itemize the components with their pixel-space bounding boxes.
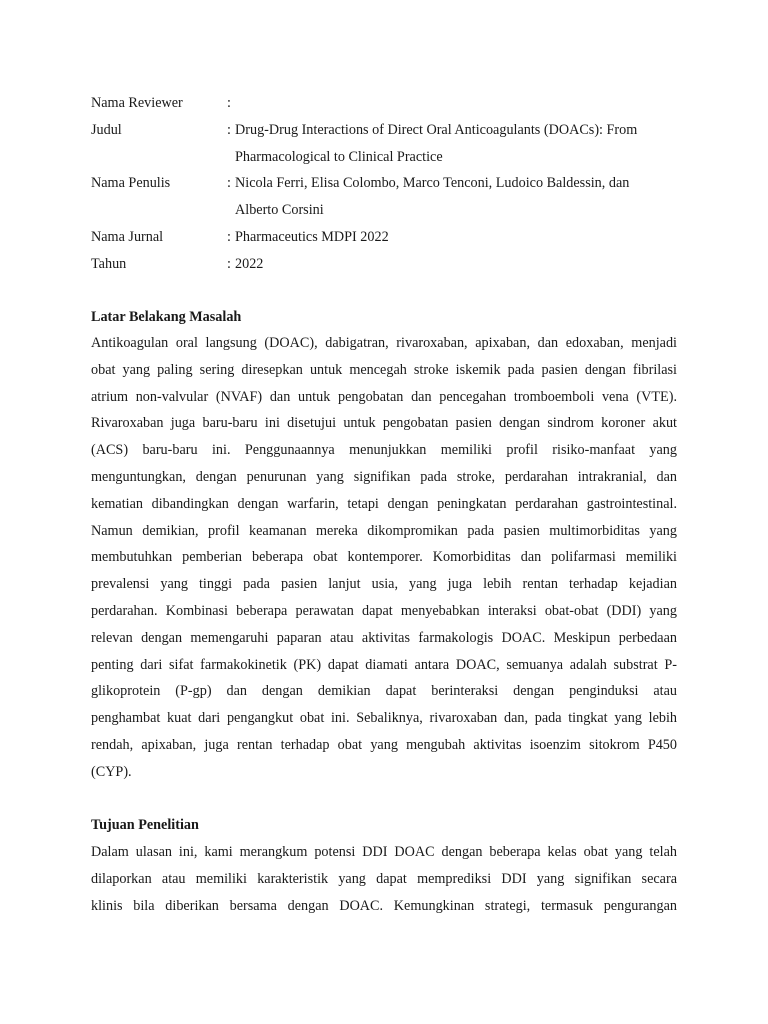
meta-value-line: Alberto Corsini (235, 202, 324, 219)
meta-value (235, 90, 681, 117)
meta-value (235, 170, 681, 224)
meta-label: Nama Penulis (91, 175, 171, 192)
paragraph-line: dilaporkan atau memiliki karakteristik yang dapat memprediksi DDI yang signifikan secara (91, 870, 677, 887)
paragraph-line: penting dari sifat farmakokinetik (PK) dapat diamati antara DOAC, semuanya adalah substrat P- (91, 656, 677, 673)
paragraph-line: Namun demikian, profil keamanan mereka dikompromikan pada pasien multimorbiditas yang (91, 522, 677, 539)
paragraph-line: obat yang paling sering diresepkan untuk mencegah stroke iskemik pada pasien dengan fibrilasi (91, 361, 677, 378)
section-heading-objective: Tujuan Penelitian (91, 817, 199, 833)
paragraph-line: membutuhkan pemberian beberapa obat kontemporer. Komorbiditas dan polifarmasi memiliki (91, 549, 677, 566)
meta-row-year (91, 251, 681, 278)
meta-colon: : (227, 175, 231, 192)
meta-colon: : (227, 121, 231, 138)
meta-value-line: Nicola Ferri, Elisa Colombo, Marco Tenconi, Ludoico Baldessin, dan (235, 175, 630, 192)
meta-row-title (91, 117, 681, 171)
meta-colon: : (227, 228, 231, 245)
paragraph-line: (ACS) baru-baru ini. Penggunaannya menunjukkan memiliki profil risiko-manfaat yang (91, 442, 677, 459)
meta-value: Pharmaceutics MDPI 2022 (235, 228, 389, 245)
meta-label: Nama Jurnal (91, 228, 164, 245)
meta-value-line: Pharmacological to Clinical Practice (235, 148, 443, 165)
meta-colon: : (227, 95, 231, 111)
meta-colon: : (227, 255, 231, 272)
paragraph-line: relevan dengan memengaruhi paparan atau aktivitas farmakologis DOAC. Meskipun perbedaan (91, 629, 677, 646)
meta-value-line: Drug-Drug Interactions of Direct Oral Anticoagulants (DOACs): From (235, 121, 638, 138)
review-metadata (91, 90, 681, 278)
paragraph-line: glikoprotein (P-gp) dan dengan demikian dapat berinteraksi dengan penginduksi atau (91, 683, 677, 700)
paragraph-background (91, 330, 677, 786)
meta-label: Judul (91, 121, 122, 138)
paragraph-line: penghambat kuat dari pengangkut obat ini. Sebaliknya, rivaroxaban dan, pada tingkat yang lebih (91, 710, 677, 727)
meta-row-reviewer (91, 90, 681, 117)
meta-label: Nama Reviewer (91, 95, 183, 111)
section-heading-background: Latar Belakang Masalah (91, 309, 242, 325)
paragraph-objective (91, 839, 677, 919)
paragraph-line: menguntungkan, dengan penurunan yang signifikan pada stroke, perdarahan intrakranial, dan (91, 468, 677, 485)
meta-row-authors (91, 170, 681, 224)
paragraph-line: Dalam ulasan ini, kami merangkum potensi DDI DOAC dengan beberapa kelas obat yang telah (91, 844, 677, 860)
paragraph-line: atrium non-valvular (NVAF) dan untuk pengobatan dan pencegahan tromboemboli vena (VTE). (91, 388, 677, 405)
paragraph-line: klinis bila diberikan bersama dengan DOAC. Kemungkinan strategi, termasuk pengurangan (91, 897, 677, 914)
paragraph-line: rendah, apixaban, juga rentan terhadap obat yang mengubah aktivitas isoenzim sitokrom P450 (91, 736, 677, 753)
paragraph-line: Rivaroxaban juga baru-baru ini disetujui untuk pengobatan pasien dengan sindrom koroner akut (91, 415, 677, 432)
meta-value (235, 117, 681, 171)
paragraph-line: perdarahan. Kombinasi beberapa perawatan dapat menyebabkan interaksi obat-obat (DDI) yang (91, 602, 677, 619)
paragraph-line: Antikoagulan oral langsung (DOAC), dabigatran, rivaroxaban, apixaban, dan edoxaban, menjadi (91, 335, 677, 351)
meta-label: Tahun (91, 255, 127, 272)
paragraph-line: prevalensi yang tinggi pada pasien lanjut usia, yang juga lebih rentan terhadap kejadian (91, 576, 677, 593)
meta-row-journal (91, 224, 681, 251)
meta-value: 2022 (235, 255, 264, 272)
paragraph-line: kematian dibandingkan dengan warfarin, tetapi dengan peningkatan perdarahan gastrointestinal. (91, 495, 677, 512)
paragraph-line: (CYP). (91, 763, 132, 780)
